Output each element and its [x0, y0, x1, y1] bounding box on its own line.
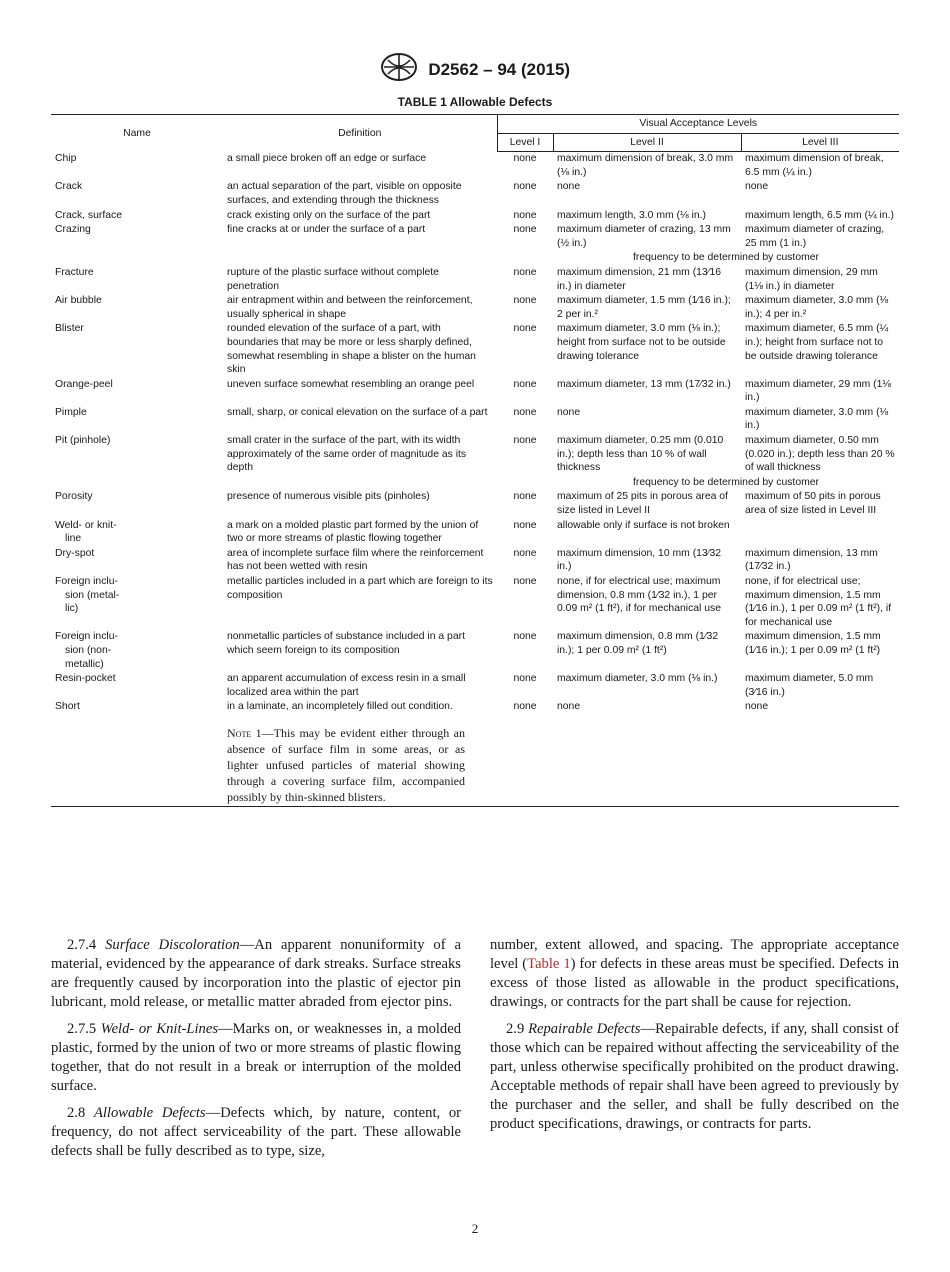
- level-3-value: none, if for electrical use; maximum dimension, 1.5 mm (1⁄16 in.), 1 per 0.09 m² (1 ft²), if for mechanical use: [745, 576, 892, 628]
- level-3-value: maximum dimension, 1.5 mm (1⁄16 in.); 1 per 0.09 m² (1 ft²): [745, 631, 881, 656]
- defect-definition: crack existing only on the surface of the part: [227, 209, 431, 221]
- level-1-value: none: [513, 547, 537, 559]
- level-1-value: none: [513, 181, 537, 193]
- defect-name-line: sion (non-: [65, 644, 112, 656]
- defect-definition: small, sharp, or conical elevation on the surface of a part: [227, 406, 488, 418]
- defect-definition: area of incomplete surface film where the reinforcement has not been wetted with resin: [227, 547, 484, 573]
- level-2-value: maximum diameter, 1.5 mm (1⁄16 in.); 2 per in.²: [557, 295, 731, 320]
- defect-name-line: Weld- or knit-: [55, 519, 117, 531]
- frequency-note: frequency to be determined by customer: [633, 252, 819, 264]
- body-column-right: [490, 936, 899, 1142]
- level-2-value: maximum diameter, 13 mm (17⁄32 in.): [557, 378, 731, 390]
- defect-definition: fine cracks at or under the surface of a part: [227, 224, 426, 236]
- paragraph-2-8-continued: [490, 936, 899, 1012]
- level-1-value: none: [513, 491, 537, 503]
- section-text: ) for defects in these areas must be specified. Defects in excess of those listed as allowable in the product specifications, drawings, or contracts for the part shall be cause for rejection.: [490, 956, 899, 1010]
- table-row: [51, 672, 899, 700]
- level-2-3-value: allowable only if surface is not broken: [557, 519, 730, 531]
- table-row: [51, 519, 899, 547]
- frequency-note-row: [51, 476, 899, 491]
- header-level-3: Level III: [741, 133, 899, 152]
- table-1-link[interactable]: Table 1: [527, 956, 571, 972]
- defect-name-line: Foreign inclu-: [55, 631, 118, 643]
- table-row: [51, 223, 899, 251]
- defect-name: Resin-pocket: [55, 673, 116, 685]
- level-2-value: maximum dimension of break, 3.0 mm (⅛ in.): [557, 153, 734, 178]
- table-row: [51, 378, 899, 406]
- defect-name: [51, 575, 223, 630]
- level-1-value: none: [513, 266, 537, 278]
- level-3-value: none: [745, 181, 769, 193]
- level-1-value: none: [513, 406, 537, 418]
- level-2-value: none: [557, 406, 581, 418]
- defect-definition: a small piece broken off an edge or surface: [227, 152, 427, 164]
- defect-name-line: line: [65, 533, 82, 545]
- note-label: Note 1: [227, 725, 262, 740]
- table-row: [51, 180, 899, 208]
- level-3-value: maximum diameter, 0.50 mm (0.020 in.); depth less than 20 % of wall thickness: [745, 435, 895, 474]
- section-text: —Repairable defects, if any, shall consist of those which can be repaired without affecting the serviceability of the part, unless otherwise specifically prohibited on the product drawing. Acceptable methods of repair shall have been agreed to previously by the purchaser and the seller, and shall be fully described on the product specifications, drawings, or contracts for parts.: [490, 1021, 899, 1132]
- section-text: —Defects which, by nature, content, or frequency, do not affect serviceability of the part. These allowable defects shall be fully described as to type, size,: [51, 1105, 461, 1159]
- level-2-value: maximum length, 3.0 mm (⅛ in.): [557, 209, 706, 221]
- level-2-value: maximum diameter, 3.0 mm (⅛ in.); height from surface not to be outside drawing tolerance: [557, 323, 726, 362]
- defect-name: Pit (pinhole): [55, 435, 111, 447]
- section-text: —Marks on, or weaknesses in, a molded plastic, formed by the union of two or more streams of plastic flowing together, that do not result in a break or interruption of the molded surface.: [51, 1021, 461, 1094]
- defect-name-line: Foreign inclu-: [55, 576, 118, 587]
- level-3-value: maximum dimension, 29 mm (1⅛ in.) in diameter: [745, 266, 878, 292]
- defect-definition: a mark on a molded plastic part formed by the union of two or more streams of plastic flowing together: [227, 519, 479, 545]
- section-term: Allowable Defects: [93, 1105, 206, 1121]
- level-1-value: none: [513, 701, 537, 713]
- level-3-value: maximum diameter, 3.0 mm (⅛ in.): [745, 406, 889, 432]
- level-1-value: none: [513, 209, 537, 221]
- level-3-value: maximum diameter, 6.5 mm (¼ in.); height from surface not to be outside drawing tolerance: [745, 323, 889, 362]
- defect-definition: an apparent accumulation of excess resin in a small localized area within the part: [227, 673, 466, 698]
- section-number: 2.7.5: [67, 1021, 97, 1037]
- table-row: [51, 434, 899, 476]
- table-row: [51, 490, 899, 518]
- level-1-value: none: [513, 435, 537, 447]
- table-row: [51, 294, 899, 322]
- level-1-value: none: [513, 673, 537, 685]
- document-designation: D2562 – 94 (2015): [428, 59, 571, 79]
- level-2-value: none: [557, 181, 581, 193]
- paragraph-2-7-4: [51, 936, 461, 1012]
- section-number: 2.8: [67, 1105, 86, 1121]
- defect-name: Pimple: [55, 406, 87, 418]
- paragraph-2-7-5: [51, 1020, 461, 1096]
- level-3-value: none: [745, 701, 769, 713]
- table-title: TABLE 1 Allowable Defects: [397, 95, 553, 109]
- table-row: [51, 575, 899, 630]
- defect-name: Porosity: [55, 491, 93, 503]
- defect-definition: air entrapment within and between the reinforcement, usually spherical in shape: [227, 295, 473, 320]
- table-row: [51, 700, 899, 715]
- defect-name: Crack: [55, 181, 83, 193]
- defect-name: Orange-peel: [55, 378, 113, 390]
- defect-name: Dry-spot: [55, 547, 95, 559]
- defect-definition: in a laminate, an incompletely filled out condition.: [227, 701, 453, 713]
- defect-definition: an actual separation of the part, visible on opposite surfaces, and extending through the thickness: [227, 181, 462, 206]
- level-2-value: maximum of 25 pits in porous area of size listed in Level II: [557, 491, 728, 517]
- level-3-value: maximum of 50 pits in porous area of size listed in Level III: [745, 491, 881, 517]
- level-1-value: none: [513, 224, 537, 236]
- defect-name: Crack, surface: [55, 209, 122, 221]
- defect-name: [51, 519, 223, 547]
- defect-definition: uneven surface somewhat resembling an orange peel: [227, 378, 475, 390]
- level-1-value: none: [513, 631, 537, 643]
- level-2-value: maximum dimension, 10 mm (13⁄32 in.): [557, 547, 722, 573]
- level-2-value: maximum dimension, 21 mm (13⁄16 in.) in diameter: [557, 266, 722, 292]
- level-3-value: maximum diameter, 3.0 mm (⅛ in.); 4 per in.²: [745, 295, 889, 320]
- defect-name: Short: [55, 701, 80, 713]
- defect-name-line: metallic): [65, 658, 104, 670]
- defect-name: Fracture: [55, 266, 94, 278]
- defect-name-line: sion (metal-: [65, 589, 120, 601]
- table-row: [51, 209, 899, 224]
- table-row: [51, 322, 899, 377]
- header-level-2: Level II: [553, 133, 741, 152]
- defect-definition: rupture of the plastic surface without complete penetration: [227, 266, 439, 292]
- level-2-value: maximum diameter, 0.25 mm (0.010 in.); depth less than 10 % of wall thickness: [557, 435, 724, 474]
- defect-name: Blister: [55, 323, 84, 335]
- section-term: Surface Discoloration: [105, 937, 240, 953]
- section-term: Weld- or Knit-Lines: [100, 1021, 218, 1037]
- section-number: 2.7.4: [67, 937, 97, 953]
- table-note: [227, 725, 465, 805]
- frequency-note: frequency to be determined by customer: [633, 476, 819, 488]
- level-2-value: maximum dimension, 0.8 mm (1⁄32 in.); 1 per 0.09 m² (1 ft²): [557, 631, 719, 656]
- table-row: [51, 406, 899, 434]
- section-term: Repairable Defects: [528, 1021, 641, 1037]
- level-2-value: none: [557, 701, 581, 713]
- page-header: [0, 52, 950, 87]
- defect-definition: rounded elevation of the surface of a part, with boundaries that may be more or less sharply defined, somewhat resembling in shape a blister on the human skin: [227, 323, 476, 376]
- table-row: [51, 630, 899, 672]
- page-number: 2: [471, 1221, 479, 1236]
- defect-name: Chip: [55, 152, 77, 164]
- level-1-value: none: [513, 519, 537, 531]
- level-2-value: none, if for electrical use; maximum dimension, 0.8 mm (1⁄32 in.), 1 per 0.09 m² (1 ft²), if for mechanical use: [557, 576, 721, 615]
- level-3-value: maximum diameter of crazing, 25 mm (1 in.): [745, 224, 885, 249]
- defect-name: [51, 630, 223, 672]
- frequency-note-row: [51, 251, 899, 266]
- defect-definition: metallic particles included in a part which are foreign to its composition: [227, 576, 493, 601]
- level-1-value: none: [513, 576, 537, 587]
- section-text: number, extent allowed, and spacing. The appropriate acceptance level (: [490, 937, 899, 972]
- defect-definition: presence of numerous visible pits (pinholes): [227, 491, 430, 503]
- level-2-value: maximum diameter, 3.0 mm (⅛ in.): [557, 673, 718, 685]
- level-3-value: maximum diameter, 29 mm (1⅛ in.): [745, 378, 892, 404]
- allowable-defects-table: [51, 114, 899, 807]
- defect-name-line: lic): [65, 603, 79, 615]
- section-text: —An apparent nonuniformity of a material, evidenced by the appearance of dark streaks. Surface streaks are frequently caused by incorporation into the plastic of ejector pin lubricant, mold release, or metallic matter abraded from ejector pins.: [51, 937, 461, 1010]
- defect-definition: small crater in the surface of the part, with its width approximately of the same order of magnitude as its depth: [227, 435, 467, 474]
- level-1-value: none: [513, 295, 537, 307]
- header-visual-levels: Visual Acceptance Levels: [497, 115, 899, 134]
- section-number: 2.9: [506, 1021, 525, 1037]
- table-row: [51, 152, 899, 181]
- header-definition: Definition: [223, 115, 497, 152]
- level-3-value: maximum dimension, 13 mm (17⁄32 in.): [745, 547, 878, 573]
- level-3-value: maximum diameter, 5.0 mm (3⁄16 in.): [745, 673, 874, 698]
- defect-name: Crazing: [55, 224, 91, 236]
- level-1-value: none: [513, 323, 537, 335]
- level-3-value: maximum dimension of break, 6.5 mm (¼ in.): [745, 153, 884, 178]
- paragraph-2-9: [490, 1020, 899, 1134]
- paragraph-2-8: [51, 1104, 461, 1161]
- level-3-value: maximum length, 6.5 mm (¼ in.): [745, 209, 894, 221]
- header-level-1: Level I: [497, 133, 553, 152]
- defect-name: Air bubble: [55, 295, 102, 307]
- table-row: [51, 547, 899, 575]
- level-1-value: none: [513, 153, 537, 165]
- body-column-left: [51, 936, 461, 1169]
- astm-logo-icon: [380, 52, 418, 87]
- defect-definition: nonmetallic particles of substance included in a part which seem foreign to its composition: [227, 631, 465, 656]
- level-1-value: none: [513, 378, 537, 390]
- header-name: Name: [51, 115, 223, 152]
- note-text: —This may be evident either through an absence of surface film in some areas, or as lighter unfused particles of material showing through a covering surface film, accompanied possibly by thin-skinned blisters.: [227, 725, 465, 804]
- table-row: [51, 266, 899, 294]
- table-note-row: [51, 715, 899, 807]
- level-2-value: maximum diameter of crazing, 13 mm (½ in.): [557, 224, 731, 249]
